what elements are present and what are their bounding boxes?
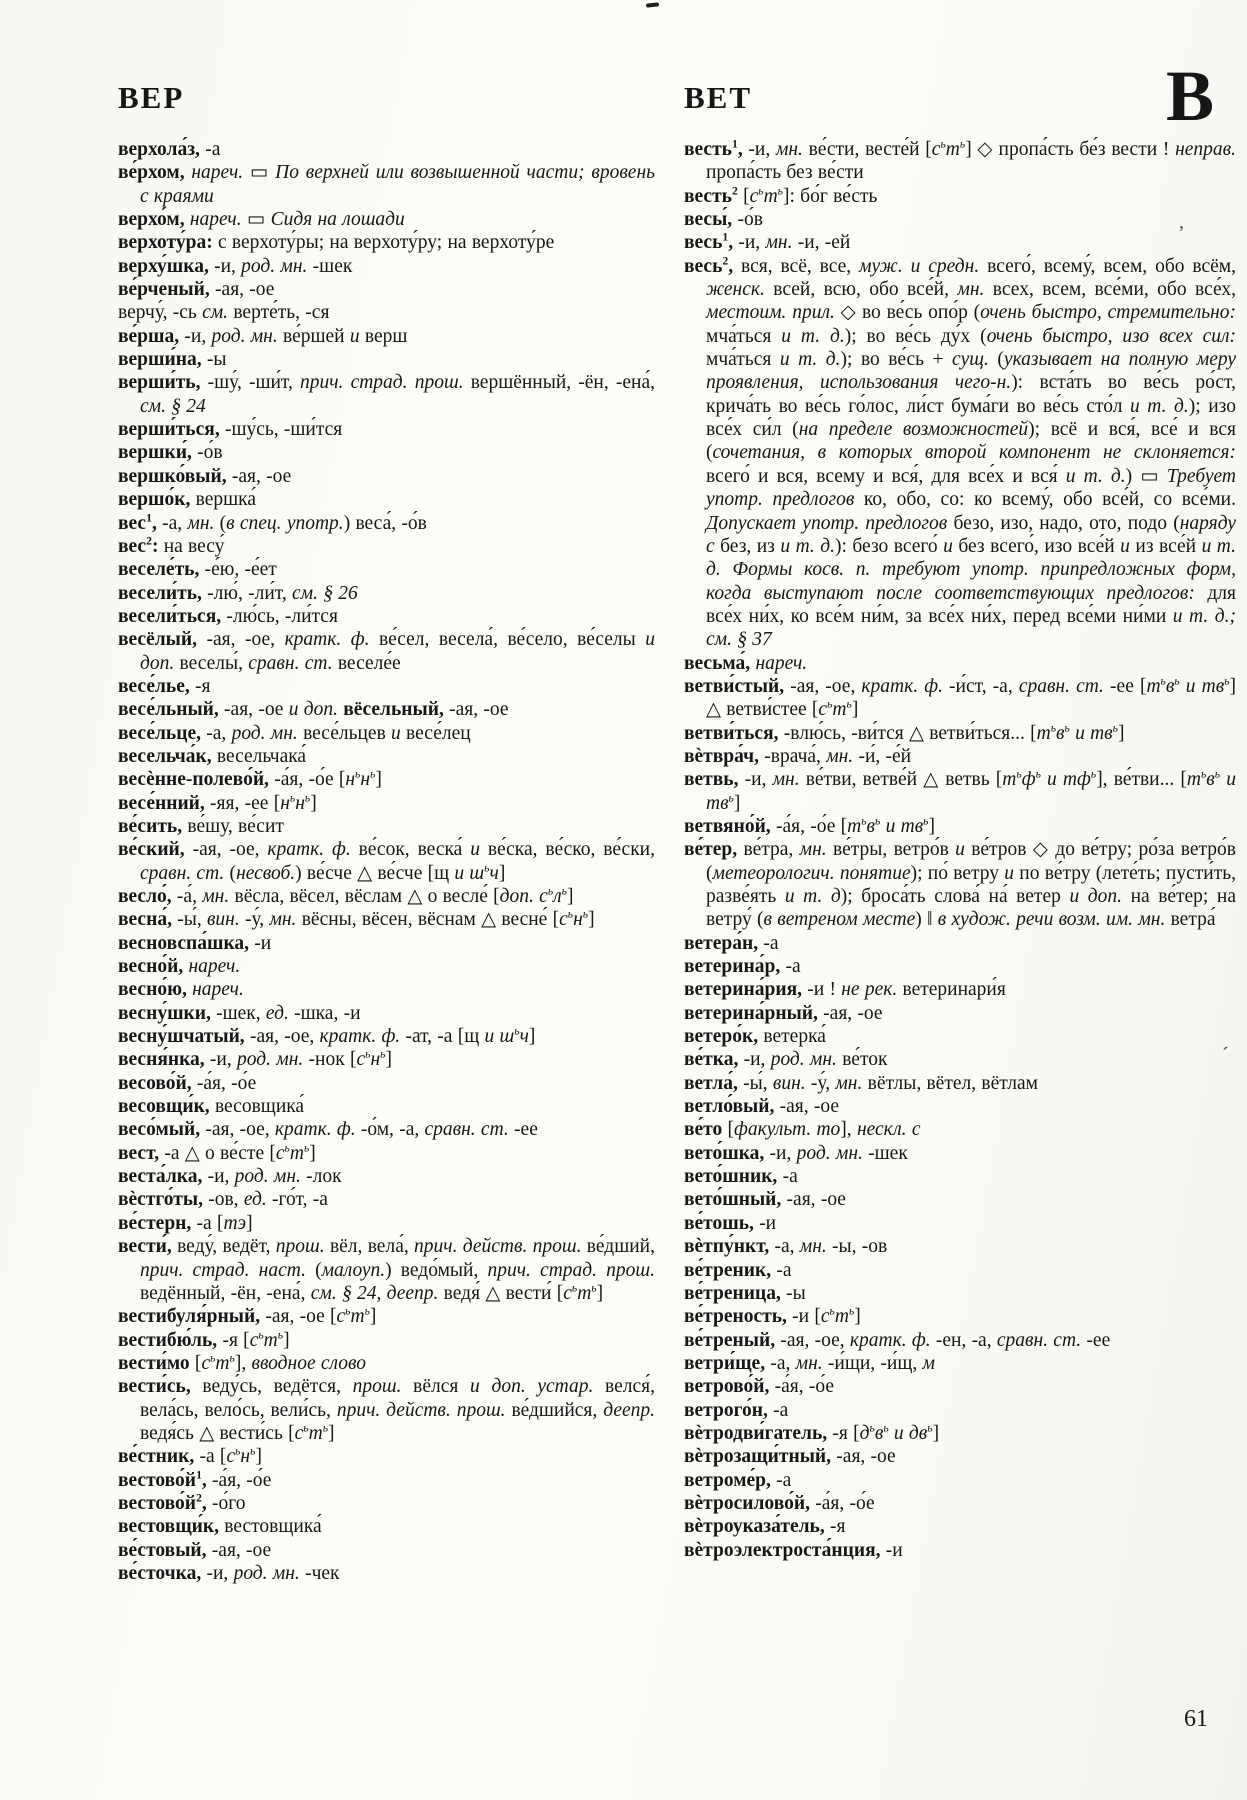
dictionary-entry: вестибуля́рный, -ая, -ое $[с^ьт^ь]$ [118,1304,377,1328]
dictionary-entry: ветерина́р, -а [684,956,801,978]
dictionary-entry: вѐтродви́гатель, -я [$д^ьв^ь$ и $дв^ь$] [684,1421,940,1444]
dictionary-entry: ветроме́р, -а [684,1469,792,1491]
scan-speck: ’ [1178,222,1185,244]
dictionary-entry: веста́лка, -и, род. мн. -лок [118,1166,342,1188]
dictionary-entry: весели́ться, -лю́сь, -ли́тся [118,605,338,627]
dictionary-entry: ве́рхом, нареч. ▭ По верхней или возвышенной части; вровень с краями [118,162,655,207]
dictionary-entry: ветвь, -и, мн. ве́тви, ветве́й △ ветвь [$т^ьф^ь$ и $тф^ь$], ве́тви... [$т^ьв^ь$ и $тв^ь$] [684,767,1236,814]
dictionary-entry: весло́, -а́, мн. вёсла, вёсел, вёслам △ о весле́ [доп. $с^ьл^ь$] [118,884,574,907]
dictionary-entry: вето́шка, -и, род. мн. -шек [684,1142,908,1164]
dictionary-entry: вѐтпу́нкт, -а, мн. -ы, -ов [684,1236,888,1258]
dictionary-entry: ветерина́рный, -ая, -ое [684,1002,883,1024]
dictionary-entry: весе́нний, -яя, -ее $[н^ьн^ь]$ [118,791,317,814]
dictionary-entry: весово́й, -а́я, -о́е [118,1072,257,1094]
dictionary-entry: ве́треница, -ы [684,1282,806,1304]
dictionary-entry: весну́шки, -шек, ед. -шка, -и [118,1002,361,1024]
dictionary-entry: вѐстго́ты, -ов, ед. -го́т, -а [118,1189,328,1211]
dictionary-entry: вести́, веду́, ведёт, прош. вёл, вела́, прич. действ. прош. ве́дший, прич. страд. наст. (малоуп.) ведо́мый, прич. страд. прош. ведённый, -ён, -ена́, см. § 24, деепр. ведя́ △ вести́ $[с^ьт^ь]$ [118,1236,656,1304]
dictionary-entry: ве́стник, -а $[с^ьн^ь]$ [118,1444,262,1468]
dictionary-entry: вестибю́ль, -я $[с^ьт^ь]$ [118,1328,290,1351]
dictionary-entry: верхола́з, -а [118,139,221,160]
dictionary-entry: весели́ть, -лю́, -ли́т, см. § 26 [118,582,358,604]
dictionary-entry: ве́рченый, -ая, -ое [118,279,275,301]
dictionary-entry: ве́рша, -и, род. мн. ве́ршей и верш [118,325,408,347]
dictionary-entry: ветвяно́й, -а́я, -о́е [$т^ьв^ь$ и $тв^ь$] [684,814,935,837]
dictionary-entry: вето́шник, -а [684,1166,798,1188]
dictionary-entry: вершко́вый, -ая, -ое [118,465,292,487]
dictionary-entry: верши́на, -ы [118,349,227,371]
scan-speck [646,2,659,7]
dictionary-entry: ве́треность, -и $[с^ьт^ь]$ [684,1304,861,1328]
dictionary-entry: вести́мо $[с^ьт^ь]$, вводное слово [118,1351,366,1374]
dictionary-entry: веселе́ть, -е́ю, -е́ет [118,559,277,581]
dictionary-entry: весы́, -о́в [684,209,763,231]
dictionary-entry: верчу́, -сь см. верте́ть, -ся [118,302,330,324]
dictionary-entry: вѐтроэлектроста́нция, -и [684,1539,903,1561]
dictionary-entry: ветрого́н, -а [684,1399,789,1421]
dictionary-entry: весовщи́к, весовщика́ [118,1096,305,1118]
dictionary-entry: весно́й, нареч. [118,956,241,978]
dictionary-entry: $вестово́й^1$, -а́я, -о́е [118,1468,272,1491]
dictionary-entry: весёлый, -ая, -ое, кратк. ф. ве́сел, весела́, ве́село, ве́селы и доп. веселы́, сравн. ст. веселе́е [118,629,655,674]
dictionary-entry: ве́треник, -а [684,1259,792,1281]
dictionary-entry: весть$^1$, -и, мн. ве́сти, весте́й $[с^ьт^ь]$ ◇ пропа́сть бе́з вести ! неправ. пропа́сть без ве́сти [684,137,1236,184]
dictionary-entry: весна́, -ы́, вин. -у́, мн. вёсны, вёсен, вёснам △ весне́ $[с^ьн^ь]$ [118,907,595,931]
dictionary-entry: весе́льце, -а, род. мн. весе́льцев и весе́лец [118,722,471,744]
dictionary-entry: вершки́, -о́в [118,442,223,464]
dictionary-entry: верхоту́ра: с верхоту́ры; на верхоту́ру; на верхоту́ре [118,232,555,254]
dictionary-entry: ве́стерн, -а [тэ] [118,1212,253,1234]
dictionary-entry: вес$^2$: на весу́ [118,534,225,557]
dictionary-entry: ве́сить, ве́шу, ве́сит [118,815,284,837]
dictionary-entry: ветла́, -ы́, вин. -у́, мн. вётлы, вётел, вётлам [684,1072,1039,1094]
dictionary-entry: ве́тер, ве́тра, мн. ве́тры, ветро́в и ве́тров ◇ до ве́тру; ро́за ветро́в (метеорологич. понятие); по́ ветру и по ве́тру (лете́ть; пусти́ть, разве́ять и т. д); броса́ть слова́ на́ ветер и доп. на ве́тер; на ветру́ (в ветреном месте) ‖ в худож. речи возм. им. мн. ветра́ [684,839,1236,931]
dictionary-entry: весть$^2$ $[с^ьт^ь]$: бо́г ве́сть [684,184,878,207]
dictionary-entry: весе́льный, -ая, -ое и доп. вёсельный, -ая, -ое [118,699,509,721]
dictionary-entry: вес$^1$, -а, мн. (в спец. употр.) веса́, -о́в [118,511,427,534]
running-head-left: ВЕР [118,80,185,115]
dictionary-entry: весну́шчатый, -ая, -ое, кратк. ф. -ат, -а [щ и $ш^ьч$] [118,1024,536,1048]
scan-speck: ˊ [1222,1044,1229,1066]
dictionary-entry: ветеро́к, ветерка́ [684,1026,826,1048]
section-letter: В [1166,56,1215,136]
dictionary-entry: верши́ться, -шу́сь, -ши́тся [118,419,343,441]
dictionary-entry: вестовщи́к, вестовщика́ [118,1516,322,1538]
dictionary-entry: весельча́к, весельчака́ [118,745,307,767]
dictionary-entry: весо́мый, -ая, -ое, кратк. ф. -о́м, -а, сравн. ст. -ее [118,1119,538,1141]
column-right [684,138,1236,1562]
dictionary-entry: вершо́к, вершка́ [118,489,256,511]
dictionary-entry: ветрово́й, -а́я, -о́е [684,1376,835,1398]
dictionary-entry: весь$^1$, -и, мн. -и, -ей [684,230,851,254]
dictionary-entry: верху́шка, -и, род. мн. -шек [118,255,353,277]
dictionary-entry: весѐнне-полево́й, -а́я, -о́е $[н^ьн^ь]$ [118,767,382,791]
dictionary-entry: ве́треный, -ая, -ое, кратк. ф. -ен, -а, сравн. ст. -ее [684,1329,1111,1351]
dictionary-entry: ветерина́рия, -и ! не рек. ветеринари́я [684,979,1006,1001]
page-number: 61 [1184,1706,1208,1732]
dictionary-entry: вѐтвра́ч, -врача́, мн. -и́, -е́й [684,745,912,767]
column-left [118,138,655,1585]
dictionary-entry: ветри́ще, -а, мн. -и́щи, -и́щ, м [684,1352,935,1374]
dictionary-entry: весе́лье, -я [118,675,211,697]
dictionary-entry: ве́стовый, -ая, -ое [118,1539,272,1561]
dictionary-entry: вест, -а △ о ве́сте $[с^ьт^ь]$ [118,1141,316,1164]
dictionary-entry: ветера́н, -а [684,932,779,954]
dictionary-entry: $вестово́й^2$, -о́го [118,1491,246,1514]
dictionary-entry: ветви́ться, -влю́сь, -ви́тся △ ветви́ться... [$т^ьв^ь$ и $тв^ь$] [684,721,1125,744]
dictionary-entry: весновспа́шка, -и [118,932,272,954]
dictionary-entry: весьма́, нареч. [684,652,808,674]
dictionary-entry: верши́ть, -шу́, -ши́т, прич. страд. прош. вершённый, -ён, -ена́, см. § 24 [118,372,656,417]
dictionary-entry: весня́нка, -и, род. мн. -нок $[с^ьн^ь]$ [118,1047,392,1071]
dictionary-entry: ве́тка, -и, род. мн. ве́ток [684,1049,888,1071]
dictionary-entry: вѐтрозащи́тный, -ая, -ое [684,1446,896,1468]
dictionary-entry: вѐтросилово́й, -а́я, -о́е [684,1492,875,1514]
dictionary-entry: весь$^2$, вся, всё, все, муж. и средн. всего́, всему́, всем, обо всём, женск. всей, всю, обо все́й, мн. всех, всем, все́ми, обо все́х, местоим. прил. ◇ во ве́сь опо́р (очень быстро, стремительно: мча́ться и т. д.); во ве́сь ду́х (очень быстро, изо всех сил: мча́ться и т. д.); во ве́сь + сущ. (указывает на полную меру проявления, использования чего-н.): вста́ть во ве́сь ро́ст, крича́ть во ве́сь го́лос, ли́ст бума́ги во ве́сь сто́л и т. д.); изо все́х си́л (на пределе возможностей); всё и вся́, все́ и вся (сочетания, в которых второй компонент не склоняется: всего́ и вся, всему и вся́, для все́х и вся́ и т. д.) ▭ Требует употр. предлогов ко, обо, со: ко всему́, обо все́й, со все́ми. Допускает употр. предлогов безо, изо, надо, ото, подо (наряду с без, из и т. д.): безо всего́ и без всего́, изо все́й и из все́й и т. д. Формы косв. п. требуют употр. припредложных форм, когда выступают после соответствующих предлогов: для все́х ни́х, ко все́м ни́м, за все́х ни́х, перед все́ми ни́ми и т. д.; см. § 37 [684,254,1237,651]
dictionary-entry: ве́тошь, -и [684,1212,777,1234]
dictionary-entry: ветви́стый, -ая, -ое, кратк. ф. -и́ст, -а, сравн. ст. -ее [$т^ьв^ь$ и $тв^ь$] △ ветви́стее $[с^ьт^ь]$ [684,674,1237,721]
dictionary-entry: вето́шный, -ая, -ое [684,1189,846,1211]
running-head-right: ВЕТ [684,80,753,115]
dictionary-entry: вести́сь, веду́сь, ведётся, прош. вёлся и доп. устар. велся́, вела́сь, вело́сь, вели́сь, прич. действ. прош. ве́дшийся, деепр. ведя́сь △ вести́сь $[с^ьт^ь]$ [118,1376,656,1444]
dictionary-entry: ве́ский, -ая, -ое, кратк. ф. ве́сок, веска́ и ве́ска, ве́ско, ве́ски, сравн. ст. (несвоб.) ве́сче △ ве́сче [щ и $ш^ьч$] [118,839,655,884]
dictionary-entry: весно́ю, нареч. [118,979,244,1001]
dictionary-entry: вѐтроуказа́тель, -я [684,1516,846,1538]
dictionary-entry: ве́сточка, -и, род. мн. -чек [118,1562,340,1584]
dictionary-entry: верхо́м, нареч. ▭ Сидя на лошади [118,209,405,231]
dictionary-entry: ве́то [факульт. то], нескл. с [684,1119,921,1141]
dictionary-entry: ветло́вый, -ая, -ое [684,1096,840,1118]
